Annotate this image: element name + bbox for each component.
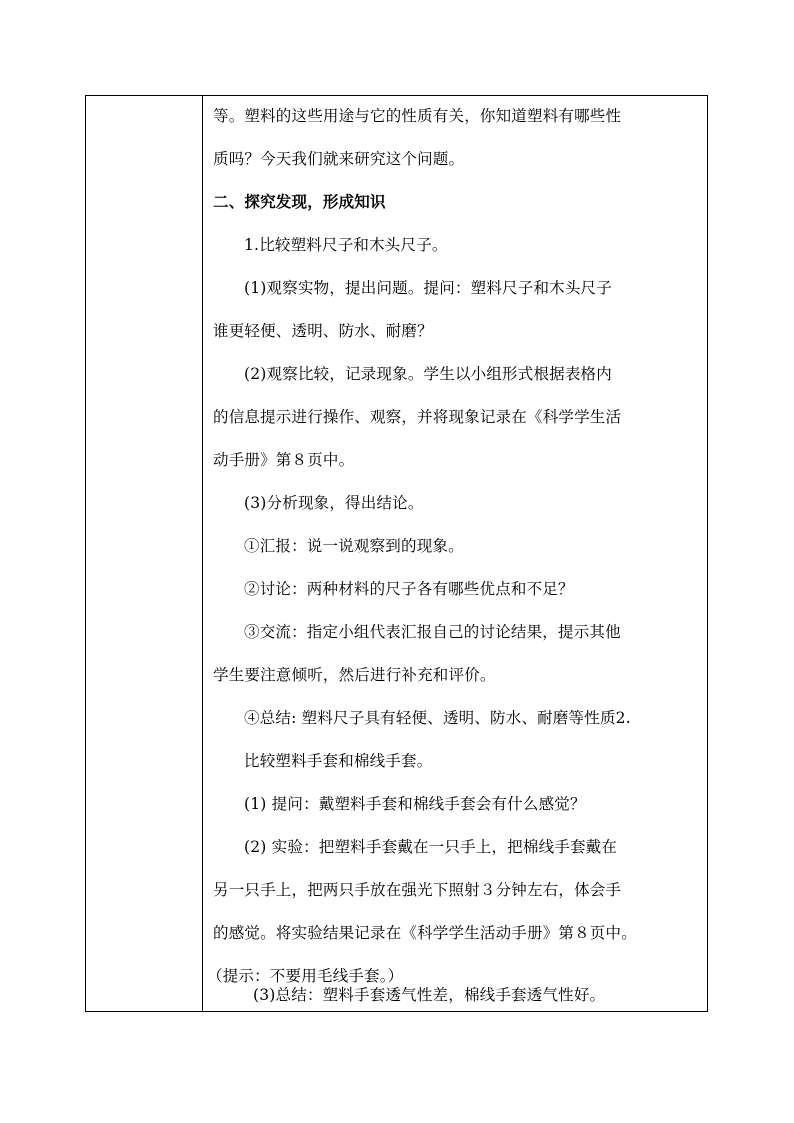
text-line: 1.比较塑料尺子和木头尺子。: [244, 236, 448, 254]
table-content-cell: [203, 96, 707, 1011]
text-line: ①汇报：说一说观察到的现象。: [244, 537, 464, 555]
text-line: ②讨论：两种材料的尺子各有哪些优点和不足？: [244, 580, 574, 598]
table-left-column: [86, 96, 203, 1011]
text-line: 的信息提示进行操作、观察，并将现象记录在《科学学生活: [213, 408, 622, 426]
text-line: 等。塑料的这些用途与它的性质有关，你知道塑料有哪些性: [213, 107, 622, 125]
text-line: (2)观察比较，记录现象。学生以小组形式根据表格内: [244, 365, 612, 383]
text-line: ③交流：指定小组代表汇报自己的讨论结果，提示其他: [244, 623, 621, 641]
text-line: 动手册》第８页中。: [213, 451, 355, 469]
text-line: 另一只手上，把两只手放在强光下照射３分钟左右，体会手: [213, 881, 622, 899]
text-line: 质吗？今天我们就来研究这个问题。: [213, 150, 465, 168]
text-line: 谁更轻便、透明、防水、耐磨？: [213, 322, 433, 340]
text-line: (1)观察实物，提出问题。提问：塑料尺子和木头尺子: [244, 279, 612, 297]
text-line: (2) 实验：把塑料手套戴在一只手上，把棉线手套戴在: [244, 838, 618, 856]
section-heading: 二、探究发现，形成知识: [213, 192, 386, 211]
text-line: 学生要注意倾听，然后进行补充和评价。: [213, 666, 496, 684]
text-line: 的感觉。将实验结果记录在《科学学生活动手册》第８页中。: [213, 924, 637, 942]
text-line: (1) 提问：戴塑料手套和棉线手套会有什么感觉？: [244, 795, 586, 813]
text-line: （提示：不要用毛线手套。）: [207, 967, 404, 985]
lesson-table: [85, 95, 708, 1012]
text-line: ④总结: 塑料尺子具有轻便、透明、防水、耐磨等性质2.: [244, 709, 631, 727]
text-line: (3)分析现象，得出结论。: [244, 494, 424, 512]
text-line: 比较塑料手套和棉线手套。: [244, 752, 433, 770]
text-line: (3)总结：塑料手套透气性差，棉线手套透气性好。: [253, 986, 606, 1004]
